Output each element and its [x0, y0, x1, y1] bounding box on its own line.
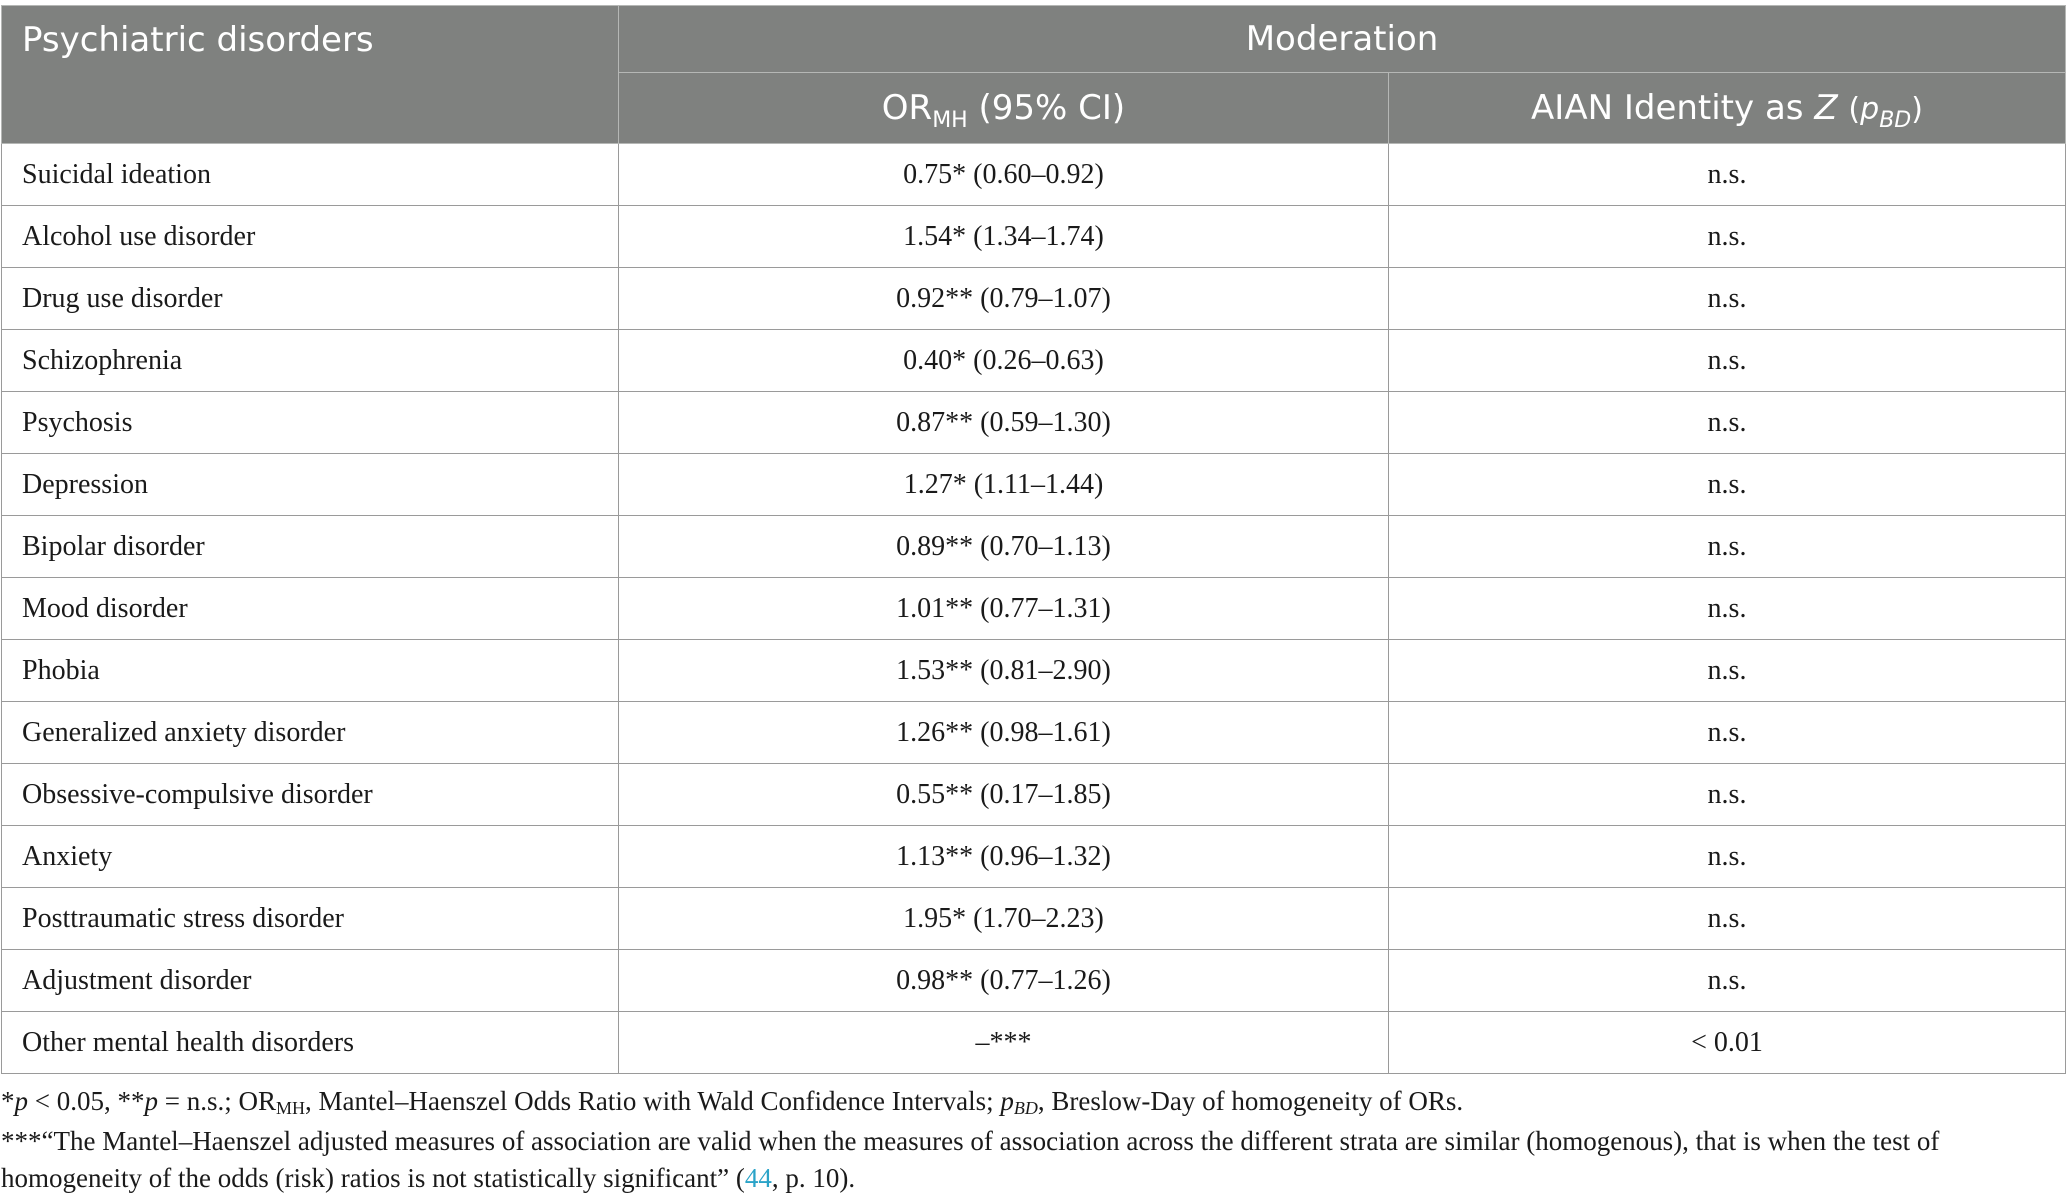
- odds-ratio-cell: –***: [619, 1012, 1389, 1074]
- table-row: [2, 1012, 2066, 1074]
- disorder-cell: Phobia: [2, 640, 619, 702]
- header-moderation: Moderation: [619, 6, 2066, 73]
- table-header: [2, 6, 2066, 144]
- table-row: [2, 268, 2066, 330]
- header-or-ci: $OR_{MH}$ (95% CI): [619, 73, 1389, 144]
- aian-identity-cell: n.s.: [1389, 206, 2066, 268]
- footnote-2: ***“The Mantel–Haenszel adjusted measures of association are valid when the measures of association across the different strata are similar (homogenous), that is when the test of: [1, 1126, 1940, 1156]
- table-row: [2, 578, 2066, 640]
- aian-identity-cell: n.s.: [1389, 826, 2066, 888]
- disorder-cell: Generalized anxiety disorder: [2, 702, 619, 764]
- odds-ratio-cell: 1.53** (0.81–2.90): [619, 640, 1389, 702]
- odds-ratio-cell: 0.89** (0.70–1.13): [619, 516, 1389, 578]
- table-row: [2, 206, 2066, 268]
- odds-ratio-cell: 1.54* (1.34–1.74): [619, 206, 1389, 268]
- disorder-cell: Mood disorder: [2, 578, 619, 640]
- odds-ratio-cell: 1.13** (0.96–1.32): [619, 826, 1389, 888]
- odds-ratio-cell: 1.27* (1.11–1.44): [619, 454, 1389, 516]
- odds-ratio-cell: 0.75* (0.60–0.92): [619, 144, 1389, 206]
- disorder-cell: Bipolar disorder: [2, 516, 619, 578]
- disorder-cell: Drug use disorder: [2, 268, 619, 330]
- disorder-cell: Obsessive-compulsive disorder: [2, 764, 619, 826]
- footnote-1: *p < 0.05, **p = n.s.; ORMH, Mantel–Haenszel Odds Ratio with Wald Confidence Intervals; pBD, Breslow-Day of homogeneity of ORs.: [1, 1086, 1464, 1118]
- aian-identity-cell: n.s.: [1389, 950, 2066, 1012]
- footnote-3: homogeneity of the odds (risk) ratios is not statistically significant” (44, p. 10).: [1, 1163, 856, 1193]
- odds-ratio-cell: 0.40* (0.26–0.63): [619, 330, 1389, 392]
- disorder-cell: Schizophrenia: [2, 330, 619, 392]
- table-row: [2, 392, 2066, 454]
- aian-identity-cell: n.s.: [1389, 640, 2066, 702]
- table-row: [2, 826, 2066, 888]
- aian-identity-cell: n.s.: [1389, 454, 2066, 516]
- table-row: [2, 888, 2066, 950]
- disorder-cell: Posttraumatic stress disorder: [2, 888, 619, 950]
- table-row: [2, 640, 2066, 702]
- odds-ratio-cell: 1.26** (0.98–1.61): [619, 702, 1389, 764]
- odds-ratio-cell: 0.92** (0.79–1.07): [619, 268, 1389, 330]
- table-container: [1, 5, 2065, 1074]
- aian-identity-cell: n.s.: [1389, 702, 2066, 764]
- table-row: [2, 516, 2066, 578]
- table-row: [2, 702, 2066, 764]
- odds-ratio-cell: 1.95* (1.70–2.23): [619, 888, 1389, 950]
- disorder-cell: Depression: [2, 454, 619, 516]
- aian-identity-cell: n.s.: [1389, 144, 2066, 206]
- header-psychiatric-disorders: Psychiatric disorders: [2, 6, 619, 144]
- aian-identity-cell: n.s.: [1389, 268, 2066, 330]
- table-row: [2, 950, 2066, 1012]
- disorder-cell: Adjustment disorder: [2, 950, 619, 1012]
- aian-identity-cell: n.s.: [1389, 516, 2066, 578]
- aian-identity-cell: < 0.01: [1389, 1012, 2066, 1074]
- table-footnotes: [1, 1083, 2061, 1197]
- disorder-cell: Anxiety: [2, 826, 619, 888]
- data-table: [1, 5, 2066, 1074]
- header-aian-identity: AIAN Identity as Z $(p_{BD})$: [1389, 73, 2066, 144]
- disorder-cell: Psychosis: [2, 392, 619, 454]
- disorder-cell: Other mental health disorders: [2, 1012, 619, 1074]
- table-row: [2, 454, 2066, 516]
- aian-identity-cell: n.s.: [1389, 578, 2066, 640]
- odds-ratio-cell: 1.01** (0.77–1.31): [619, 578, 1389, 640]
- aian-identity-cell: n.s.: [1389, 330, 2066, 392]
- odds-ratio-cell: 0.98** (0.77–1.26): [619, 950, 1389, 1012]
- table-row: [2, 144, 2066, 206]
- table-body: [2, 144, 2066, 1074]
- citation-link[interactable]: 44: [744, 1163, 772, 1193]
- odds-ratio-cell: 0.87** (0.59–1.30): [619, 392, 1389, 454]
- disorder-cell: Alcohol use disorder: [2, 206, 619, 268]
- aian-identity-cell: n.s.: [1389, 392, 2066, 454]
- table-row: [2, 330, 2066, 392]
- disorder-cell: Suicidal ideation: [2, 144, 619, 206]
- aian-identity-cell: n.s.: [1389, 888, 2066, 950]
- table-row: [2, 764, 2066, 826]
- odds-ratio-cell: 0.55** (0.17–1.85): [619, 764, 1389, 826]
- aian-identity-cell: n.s.: [1389, 764, 2066, 826]
